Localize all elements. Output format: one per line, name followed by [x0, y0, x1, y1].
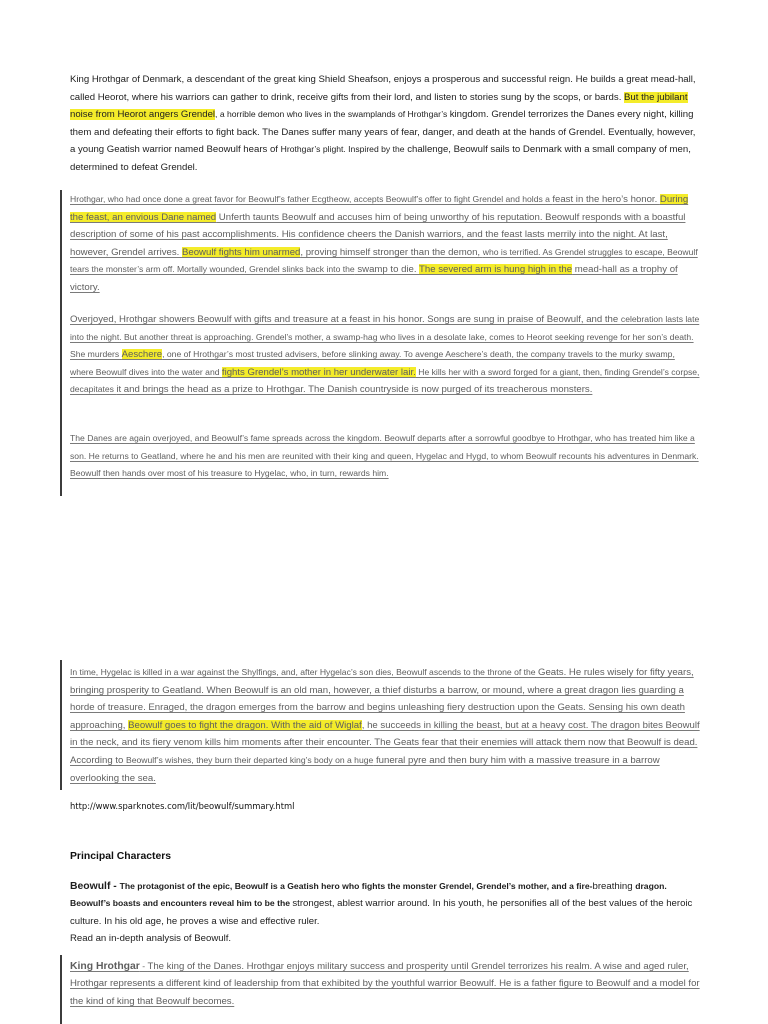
- text-run: Overjoyed, Hrothgar showers Beowulf with gifts and treasure at a feast in his honor. Songs are sung in praise of Beowulf, and the: [70, 314, 621, 325]
- summary-paragraph-1: [70, 71, 700, 177]
- highlighted-text: Aeschere: [121, 349, 163, 361]
- source-url[interactable]: http://www.sparknotes.com/lit/beowulf/summary.html: [70, 801, 295, 811]
- text-run: The king of the Danes. Hrothgar enjoys military success and prosperity until Grendel terrorizes his realm. A wise and aged ruler, Hrothgar represents a different kind of leadership from that exhibited by the youthful warrior Beowulf. He is a father figure to Beowulf and a model for the kind of king that Beowulf becomes.: [70, 961, 700, 1007]
- text-run: The Danes are again overjoyed, and Beowulf’s fame spreads across the kingdom. Beowulf departs after a sorrowful goodbye to Hrothgar, who has treated him like a son. He returns to Geatland, where he and his men are reunited with their king and queen, Hygelac and Hygd, to whom Beowulf recounts his adventures in Denmark. Beowulf then hands over most of his treasure to Hygelac, who, in turn, rewards him.: [70, 433, 699, 479]
- summary-paragraph-4: [70, 430, 700, 483]
- character-name: King Hrothgar: [70, 961, 140, 972]
- text-run: funeral pyre and then bury him with a massive treasure in a barrow overlooking the sea.: [70, 754, 660, 784]
- text-run: it and brings the head as a prize to Hrothgar. The Danish countryside is now purged of its treacherous monsters.: [116, 384, 593, 396]
- text-run: breathing: [592, 881, 636, 892]
- summary-paragraph-2: [70, 191, 700, 297]
- text-run: Beowulf’s wishes, they burn their departed king’s body on a huge: [126, 754, 374, 765]
- character-beowulf: [70, 878, 700, 930]
- text-run: swamp to die.: [354, 264, 420, 276]
- text-run: In time, Hygelac is killed in a war against the Shylfings, and, after Hygelac’s son dies, Beowulf ascends to the throne of the: [70, 667, 538, 677]
- text-run: The protagonist of the epic, Beowulf is a Geatish hero who fights the monster Grendel, Grendel’s mother, and a fire-: [119, 881, 593, 891]
- summary-paragraph-3: [70, 311, 700, 399]
- text-run: , proving himself stronger than the demon,: [300, 246, 483, 258]
- beowulf-analysis-link[interactable]: Read an in-depth analysis of Beowulf.: [70, 933, 232, 944]
- text-run: Unferth taunts Beowulf and accuses him of being unworthy of his reputation. Beowulf responds with a boastful description of some of his past accomplishments. His confidence cheers the Danish warriors, and the feast lasts merrily into the night. At last, however, Grendel arrives.: [70, 211, 686, 258]
- text-run: , he succeeds in killing the beast, but at a heavy cost. The dragon bites Beowulf in the neck, and its fiery venom kills him moments after their encounter. The Geats fear that their enemies will attack them now that Beowulf is dead. According to: [70, 719, 700, 766]
- text-run: who is terrified. As Grendel struggles to escape, Beowulf tears the monster’s arm off. Mortally wounded, Grendel slinks back into the: [70, 246, 698, 275]
- highlighted-text: Beowulf goes to fight the dragon. With the aid of Wiglaf: [128, 719, 362, 731]
- text-run: -: [139, 961, 148, 971]
- text-run: He kills her with a sword forged for a giant, then, finding Grendel’s corpse, decapitates: [70, 366, 700, 395]
- highlighted-text: But the jubilant noise from Heorot angers Grendel: [70, 91, 688, 121]
- text-run: , one of Hrothgar’s most trusted advisers, before slinking away. To avenge Aeschere’s death, the company travels to the murky swamp, where Beowulf dives into the water and: [70, 349, 675, 377]
- text-run: Hrothgar, who had once done a great favor for Beowulf’s father Ecgtheow, accepts Beowulf’s offer to fight Grendel and holds a: [70, 194, 553, 204]
- character-name: Beowulf: [70, 881, 111, 892]
- highlighted-text: Beowulf fights him unarmed: [181, 246, 301, 258]
- change-bar: [60, 190, 62, 496]
- text-run: feast in the hero’s honor.: [552, 194, 660, 205]
- text-run: kingdom. Grendel terrorizes the Danes every night, killing them and defeating their efforts to fight back. The Danes suffer many years of fear, danger, and death at the hands of Grendel. Eventually, however, a young Geatish warrior named Beowulf hears of: [70, 109, 696, 156]
- section-heading: Principal Characters: [70, 851, 172, 862]
- text-run: strongest, ablest warrior around. In his youth, he personifies all of the best values of the heroic culture. In his old age, he proves a wise and effective ruler.: [70, 898, 693, 927]
- text-run: Geats. He rules wisely for fifty years, bringing prosperity to Geatland. When Beowulf is an old man, however, a thief disturbs a barrow, or mound, where a great dragon lies guarding a horde of treasure. Enraged, the dragon emerges from the barrow and begins unleashing fiery destruction upon the Geats. Sensing his own death approaching,: [70, 667, 694, 731]
- highlighted-text: The severed arm is hung high in the: [419, 264, 573, 276]
- character-hrothgar: [70, 958, 700, 1010]
- text-run: dragon. Beowulf’s boasts and encounters reveal him to be the: [70, 881, 667, 909]
- text-run: mead-hall as a trophy of victory.: [70, 264, 678, 293]
- text-run: King Hrothgar of Denmark, a descendant of the great king Shield Sheafson, enjoys a prosperous and successful reign. He builds a great mead-hall, called Heorot, where his warriors can gather to drink, receive gifts from their lord, and listen to stories sung by the scops, or bards.: [70, 74, 696, 103]
- summary-paragraph-5: [70, 664, 700, 787]
- text-run: challenge, Beowulf sails to Denmark with a small company of men, determined to defeat Grendel.: [70, 144, 691, 173]
- highlighted-text: fights Grendel’s mother in her underwater lair.: [221, 366, 416, 378]
- text-run: Hrothgar’s plight. Inspired by the: [280, 144, 405, 155]
- text-run: , a horrible demon who lives in the swamplands of Hrothgar’s: [215, 109, 450, 120]
- change-bar: [60, 955, 62, 1024]
- text-run: celebration lasts late into the night. But another threat is approaching. Grendel’s mother, a swamp-hag who lives in a desolate lake, comes to Heorot seeking revenge for her son’s death. She murders: [70, 314, 700, 360]
- highlighted-text: During the feast, an envious Dane named: [70, 194, 689, 223]
- change-bar: [60, 660, 62, 790]
- character-name: -: [110, 881, 120, 892]
